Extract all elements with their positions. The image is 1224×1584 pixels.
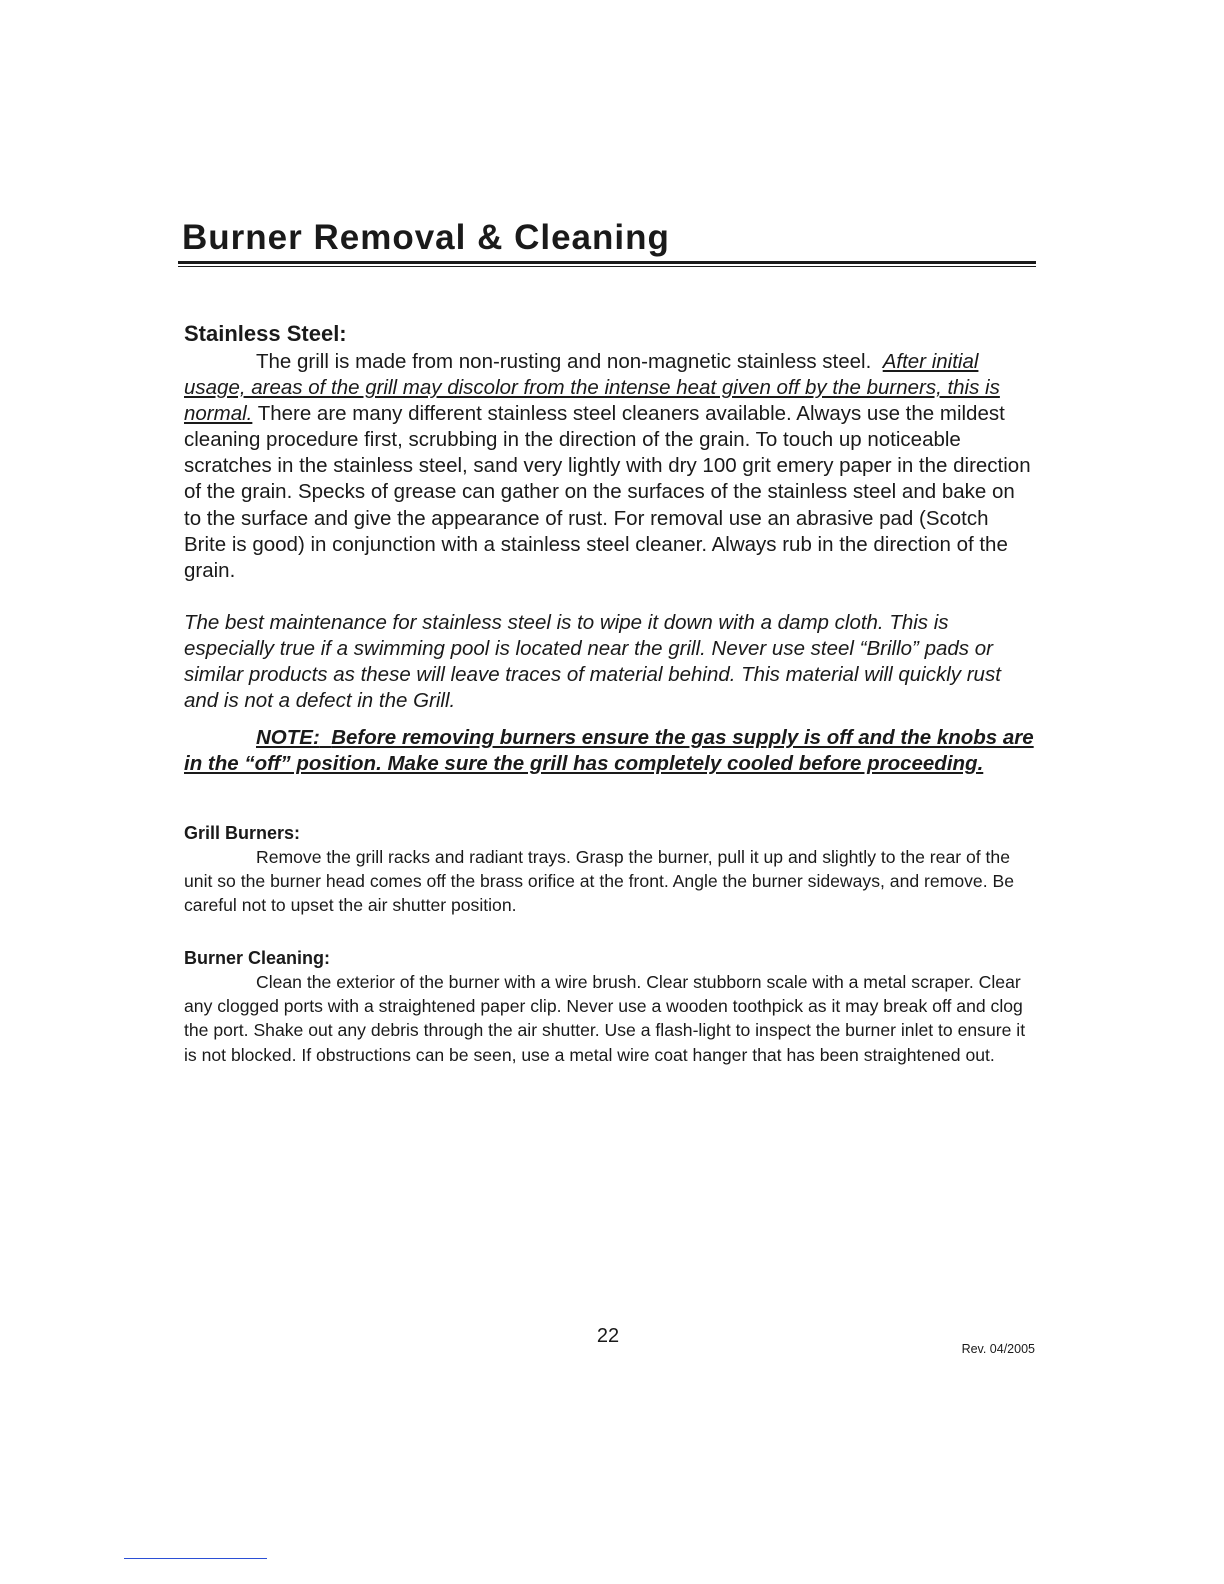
grill-burners-section xyxy=(184,821,1034,918)
note-section xyxy=(184,725,1034,777)
burner-cleaning-text: Clean the exterior of the burner with a wire brush. Clear stubborn scale with a metal scraper. Clear any clogged ports with a straightened paper clip. Never use a wooden toothpick as it may break off and clog the port. Shake out any debris through the air shutter. Use a flash-light to inspect the burner inlet to ensure it is not blocked. If obstructions can be seen, use a metal wire coat hanger that has been straightened out. xyxy=(184,972,1026,1065)
footer-rule xyxy=(124,1558,267,1559)
stainless-steel-paragraph xyxy=(184,349,1034,584)
grill-burners-text: Remove the grill racks and radiant trays. Grasp the burner, pull it up and slightly to the rear of the unit so the burner head comes off the brass orifice at the front. Angle the burner sideways, and remove. Be careful not to upset the air shutter position. xyxy=(184,847,1014,916)
stainless-cleaning-text: There are many different stainless steel cleaners available. Always use the mildest cleaning procedure first, scrubbing in the direction of the grain. To touch up noticeable scratches in the stainless steel, sand very lightly with dry 100 grit emery paper in the direction of the grain. Specks of grease can gather on the surfaces of the stainless steel and bake on to the surface and give the appearance of rust. For removal use an abrasive pad (Scotch Brite is good) in conjunction with a stainless steel cleaner. Always rub in the direction of the grain. xyxy=(184,402,1031,582)
grill-burners-heading: Grill Burners: xyxy=(184,823,301,843)
stainless-steel-section xyxy=(184,320,1034,584)
safety-note xyxy=(184,725,1034,777)
title-divider xyxy=(178,261,1036,264)
page-title: Burner Removal & Cleaning xyxy=(182,218,670,257)
grill-burners-paragraph xyxy=(184,845,1034,918)
note-label: NOTE: xyxy=(256,726,320,749)
burner-cleaning-paragraph xyxy=(184,970,1034,1067)
title-divider-thin xyxy=(178,266,1036,267)
burner-cleaning-heading: Burner Cleaning: xyxy=(184,948,331,968)
revision-date: Rev. 04/2005 xyxy=(961,1342,1035,1356)
page-number: 22 xyxy=(596,1325,620,1347)
maintenance-paragraph: The best maintenance for stainless steel is to wipe it down with a damp cloth. This is especially true if a swimming pool is located near the grill. Never use steel “Brillo” pads or similar products as these will leave traces of material behind. This material will quickly rust and is not a defect in the Grill. xyxy=(184,611,1001,713)
note-text: Before removing burners ensure the gas supply is off and the knobs are in the “off” position. Make sure the grill has completely cooled before proceeding. xyxy=(184,726,1034,776)
burner-cleaning-section xyxy=(184,946,1034,1067)
maintenance-section xyxy=(184,610,1034,714)
stainless-steel-heading: Stainless Steel: xyxy=(184,321,347,346)
discolor-warning-text: After initial usage, areas of the grill may discolor from the intense heat given off by the burners, this is normal. xyxy=(184,350,1000,426)
stainless-intro-text: The grill is made from non-rusting and non-magnetic stainless steel. xyxy=(256,350,872,373)
